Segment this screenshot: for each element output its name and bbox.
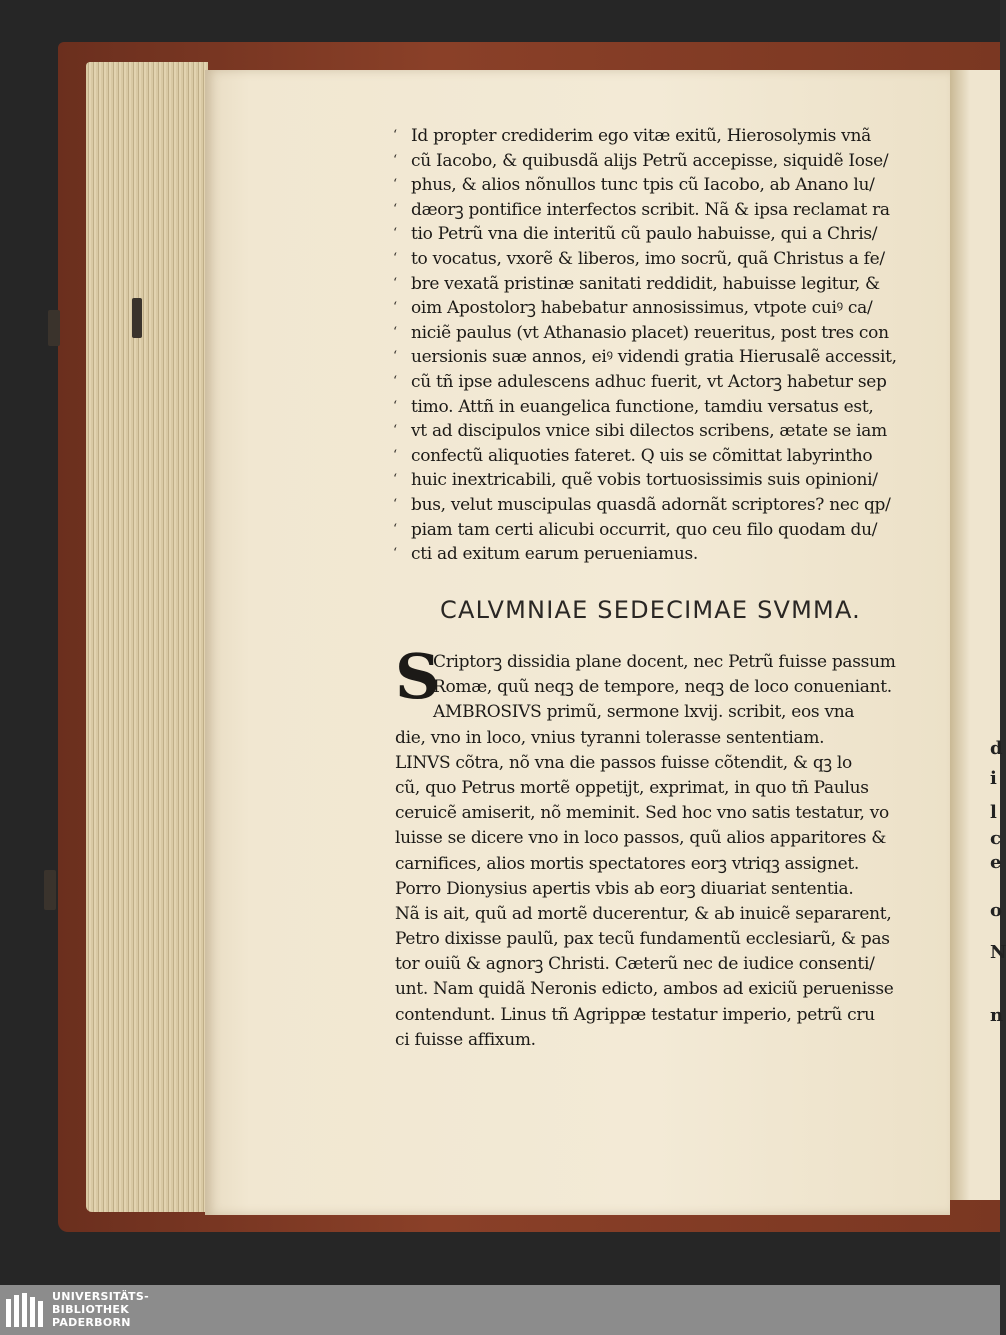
facing-page-letter: o <box>990 900 1003 921</box>
line-text: oim Apostolorꝫ habebatur annosissimus, vtpote cuiꝰ ca/ <box>411 298 873 319</box>
margin-mark: ‘ <box>393 201 397 217</box>
line-text: piam tam certi alicubi occurrit, quo ceu filo quodam du/ <box>411 519 878 540</box>
line-text: bus, velut muscipulas quasdã adornãt scriptores? nec qp/ <box>411 494 891 515</box>
margin-mark: ‘ <box>393 496 397 512</box>
text-line: ceruicẽ amiserit, nõ meminit. Sed hoc vno satis testatur, vo <box>395 803 889 824</box>
facing-page-letter: i <box>990 768 997 789</box>
text-line <box>393 222 941 247</box>
text-line: LINVS cõtra, nõ vna die passos fuisse cõtendit, & qꝫ lo <box>395 752 852 773</box>
page-edges <box>86 62 208 1212</box>
text-line: luisse se dicere vno in loco passos, quũ alios apparitores & <box>395 828 887 849</box>
margin-mark: ‘ <box>393 472 397 488</box>
initial-capital: S <box>395 640 440 713</box>
text-line <box>393 173 941 198</box>
margin-mark: ‘ <box>393 324 397 340</box>
text-line: cũ, quo Petrus mortẽ oppetijt, exprimat, in quo tñ Paulus <box>395 777 869 798</box>
line-text: timo. Attñ in euangelica functione, tamdiu versatus est, <box>411 396 874 417</box>
text-line <box>393 493 941 518</box>
text-line: unt. Nam quidã Neronis edicto, ambos ad exiciũ peruenisse <box>395 979 894 1000</box>
text-line <box>393 518 941 543</box>
margin-mark: ‘ <box>393 423 397 439</box>
section-heading: CALVMNIAE SEDECIMAE SVMMA. <box>440 596 861 624</box>
margin-mark: ‘ <box>393 398 397 414</box>
text-line <box>393 124 941 149</box>
text-line <box>393 272 941 297</box>
line-text: huic inextricabili, quẽ vobis tortuosissimis suis opinioni/ <box>411 470 878 491</box>
text-line <box>393 149 941 174</box>
line-text: vt ad discipulos vnice sibi dilectos scribens, ætate se iam <box>411 421 887 442</box>
facing-page-letter: n <box>990 1005 1004 1026</box>
footer-bar <box>0 1285 1000 1335</box>
text-line <box>393 395 941 420</box>
text-line: die, vno in loco, vnius tyranni tolerasse sententiam. <box>395 727 825 748</box>
line-text: uersionis suæ annos, eiꝰ videndi gratia Hierusalẽ accessit, <box>411 347 897 368</box>
margin-mark: ‘ <box>393 128 397 143</box>
line-text: Id propter crediderim ego vitæ exitũ, Hierosolymis vnã <box>411 126 871 146</box>
line-text: bre vexatã pristinæ sanitati reddidit, habuisse legitur, & <box>411 273 880 294</box>
line-text: cũ tñ ipse adulescens adhuc fuerit, vt Actorꝫ habetur sep <box>411 371 887 392</box>
facing-page-letter: e <box>990 852 1002 873</box>
margin-mark: ‘ <box>393 521 397 537</box>
text-line <box>393 247 941 272</box>
text-line <box>393 444 941 469</box>
facing-page-letter: N <box>990 942 1006 963</box>
text-line: Nã is ait, quũ ad mortẽ ducerentur, & ab inuicẽ separarent, <box>395 903 892 924</box>
facing-page-letter: l <box>990 802 997 823</box>
margin-mark: ‘ <box>393 275 397 291</box>
margin-mark: ‘ <box>393 300 397 316</box>
clasp-left-top <box>48 310 60 346</box>
facing-page-letter: c <box>990 828 1001 849</box>
margin-mark: ‘ <box>393 250 397 266</box>
line-text: phus, & alios nõnullos tunc tpis cũ Iacobo, ab Anano lu/ <box>411 175 875 196</box>
text-line <box>393 419 941 444</box>
margin-mark: ‘ <box>393 447 397 463</box>
line-text: dæorꝫ pontifice interfectos scribit. Nã & ipsa reclamat ra <box>411 199 890 220</box>
text-line <box>393 468 941 493</box>
paragraph-first <box>393 124 941 567</box>
facing-page <box>950 70 1003 1200</box>
margin-mark: ‘ <box>393 349 397 365</box>
logo-line-1: UNIVERSITÄTS- <box>52 1290 149 1303</box>
facing-page-letter: d <box>990 738 1003 759</box>
text-line <box>393 345 941 370</box>
line-text: tio Petrũ vna die interitũ cũ paulo habuisse, qui a Chris/ <box>411 224 878 245</box>
text-line: contendunt. Linus tñ Agrippæ testatur imperio, petrũ cru <box>395 1004 875 1025</box>
text-line: tor ouiũ & agnorꝫ Christi. Cæterũ nec de iudice consenti/ <box>395 954 875 975</box>
line-text: to vocatus, vxorẽ & liberos, imo socrũ, quã Christus a fe/ <box>411 248 885 269</box>
line-text: cti ad exitum earum perueniamus. <box>411 544 698 565</box>
text-line: carnifices, alios mortis spectatores eorꝫ vtriqꝫ assignet. <box>395 853 860 874</box>
margin-mark: ‘ <box>393 226 397 242</box>
margin-mark: ‘ <box>393 177 397 193</box>
text-line <box>393 542 941 567</box>
clasp-upper <box>132 298 142 338</box>
text-line: Petro dixisse paulũ, pax tecũ fundamentũ ecclesiarũ, & pas <box>395 929 890 950</box>
margin-mark: ‘ <box>393 152 397 168</box>
text-line <box>393 198 941 223</box>
margin-mark: ‘ <box>393 373 397 389</box>
text-line: AMBROSIVS primũ, sermone lxvij. scribit, eos vna <box>433 702 855 723</box>
text-line: Romæ, quũ neqꝫ de tempore, neqꝫ de loco conueniant. <box>433 677 892 698</box>
text-line <box>393 321 941 346</box>
text-line: Criptorꝫ dissidia plane docent, nec Petrũ fuisse passum <box>433 652 896 672</box>
margin-mark: ‘ <box>393 546 397 562</box>
paragraph-second <box>395 650 943 1053</box>
text-line <box>393 370 941 395</box>
line-text: niciẽ paulus (vt Athanasio placet) reueritus, post tres con <box>411 322 889 343</box>
line-text: cũ Iacobo, & quibusdã alijs Petrũ accepisse, siquidẽ Iose/ <box>411 150 889 171</box>
line-text: confectũ aliquoties fateret. Q uis se cõmittat labyrintho <box>411 445 873 466</box>
logo-line-3: PADERBORN <box>52 1316 131 1329</box>
text-line: ci fuisse affixum. <box>395 1029 536 1050</box>
text-line: Porro Dionysius apertis vbis ab eorꝫ diuariat sententia. <box>395 878 854 899</box>
text-line <box>393 296 941 321</box>
clasp-lower <box>44 870 56 910</box>
logo-line-2: BIBLIOTHEK <box>52 1303 130 1316</box>
library-logo-icon <box>6 1293 46 1327</box>
library-logo-text <box>52 1290 149 1329</box>
